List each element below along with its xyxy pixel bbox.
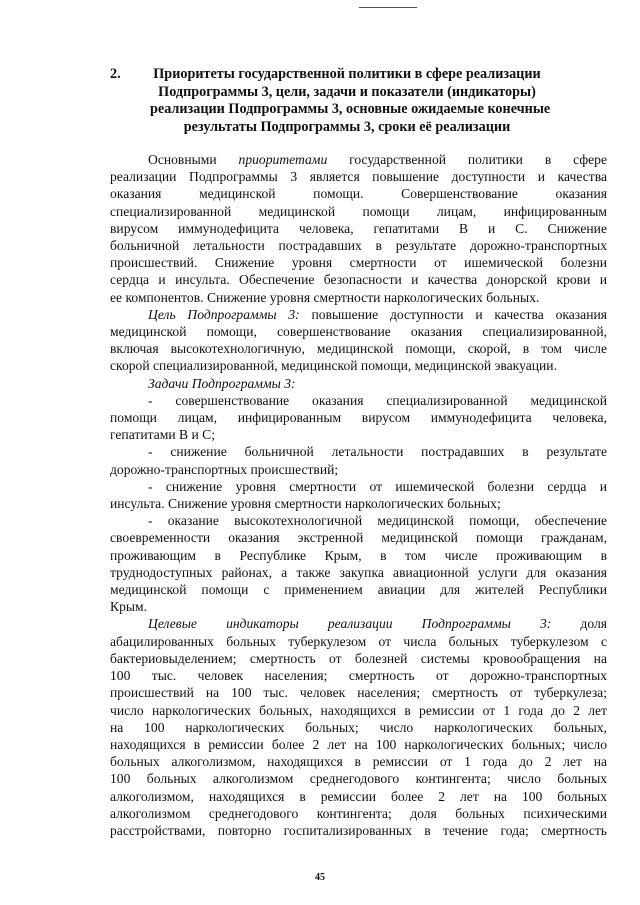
indicators-text: доля (551, 616, 608, 632)
indicators-line: больных алкоголизмом, находящихся в ремиссии от 1 года до 2 лет на (110, 754, 607, 770)
section-title (150, 66, 551, 136)
task-line: медицинской помощи с применением авиации для жителей Республики (110, 582, 607, 598)
indicators-line: число наркологических больных, находящихся в ремиссии от 1 года до 2 лет (110, 702, 607, 718)
indicators-label: Целевые индикаторы реализации Подпрограммы 3: (148, 616, 552, 632)
page-number: 45 (315, 872, 325, 883)
indicators-line: алкоголизмом, находящихся в ремиссии более 2 лет на 100 больных (110, 788, 607, 804)
priorities-line: реализации Подпрограммы 3 является повышение доступности и качества (110, 169, 607, 185)
indicators-line: на 100 наркологических больных; число наркологических больных, (110, 719, 607, 735)
section-number: 2. (110, 66, 121, 82)
priorities-line (110, 151, 607, 168)
document-body (110, 151, 607, 839)
indicators-line: 100 тыс. человек населения; смертность от дорожно-транспортных (110, 668, 607, 684)
tasks-heading: Задачи Подпрограммы 3: (148, 375, 296, 391)
task-line: помощи лицам, инфицированным вирусом иммунодефицита человека, (110, 410, 607, 426)
section-title-line: Приоритеты государственной политики в сфере реализации (153, 66, 541, 82)
top-rule (359, 7, 417, 8)
goal-line: медицинской помощи, совершенствование оказания специализированной, (110, 324, 607, 340)
indicators-line: алкоголизмом среднегодового контингента; доля больных психическими (110, 805, 607, 821)
task-line: своевременности оказания экстренной медицинской помощи гражданам, (110, 530, 607, 546)
goal-line: включая высокотехнологичную, медицинской помощи, скорой, в том числе (110, 341, 607, 357)
indicators-line: происшествий на 100 тыс. человек населения; смертность от туберкулеза; (110, 685, 607, 701)
task-line: - снижение больничной летальности пострадавших в результате (148, 444, 607, 460)
priorities-text: государственной политики в сфере (327, 152, 607, 167)
task-line: инсульта. Снижение уровня смертности наркологических больных; (110, 496, 501, 512)
indicators-line: абацилированных больных туберкулезом от числа больных туберкулезом с (110, 633, 607, 649)
task-line: - оказание высокотехнологичной медицинской помощи, обеспечение (148, 513, 607, 529)
section-heading (110, 66, 551, 136)
priorities-line: оказания медицинской помощи. Совершенствование оказания (110, 186, 607, 202)
priorities-line: ее компонентов. Снижение уровня смертности наркологических больных. (110, 289, 540, 305)
goal-line: скорой специализированной, медицинской помощи, медицинской эвакуации. (110, 358, 557, 374)
indicators-line: находящихся в ремиссии более 2 лет на 100 наркологических больных; число (110, 736, 607, 752)
task-line: гепатитами В и С; (110, 427, 215, 443)
priorities-line: происшествий. Снижение уровня смертности от ишемической болезни (110, 255, 607, 271)
priorities-line: сердца и инсульта. Обеспечение безопасности и качества донорской крови и (110, 272, 607, 288)
priorities-line: специализированной медицинской помощи лицам, инфицированным (110, 203, 607, 219)
task-line: труднодоступных районах, а также закупка авиационной услуги для оказания (110, 564, 607, 580)
indicators-line: 100 больных алкоголизмом среднегодового контингента; число больных (110, 771, 607, 787)
priorities-term: приоритетами (238, 152, 328, 167)
priorities-line: больничной летальности пострадавших в результате дорожно-транспортных (110, 238, 607, 254)
priorities-lead: Основными (148, 152, 217, 167)
indicators-line: бактериовыделением; смертность от болезней системы кровообращения на (110, 650, 607, 666)
goal-label: Цель Подпрограммы 3: (148, 306, 300, 322)
section-title-line: реализации Подпрограммы 3, основные ожидаемые конечные (150, 101, 551, 117)
task-line: Крым. (110, 599, 147, 615)
task-line: - совершенствование оказания специализированной медицинской (148, 392, 607, 408)
goal-line (110, 306, 607, 323)
section-title-line: Подпрограммы 3, цели, задачи и показатели (индикаторы) (158, 83, 536, 100)
indicators-line (110, 615, 607, 632)
goal-text: повышение доступности и качества оказания (299, 306, 607, 322)
indicators-line: расстройствами, повторно госпитализированных в течение года; смертность (110, 822, 607, 838)
task-line: проживающим в Республике Крым, в том числе проживающим в (110, 547, 607, 563)
section-title-line: результаты Подпрограммы 3, сроки её реализации (183, 118, 511, 135)
task-line: - снижение уровня смертности от ишемической болезни сердца и (148, 478, 607, 494)
priorities-line: вирусом иммунодефицита человека, гепатитами В и С. Снижение (110, 220, 607, 236)
task-line: дорожно-транспортных происшествий; (110, 461, 339, 477)
